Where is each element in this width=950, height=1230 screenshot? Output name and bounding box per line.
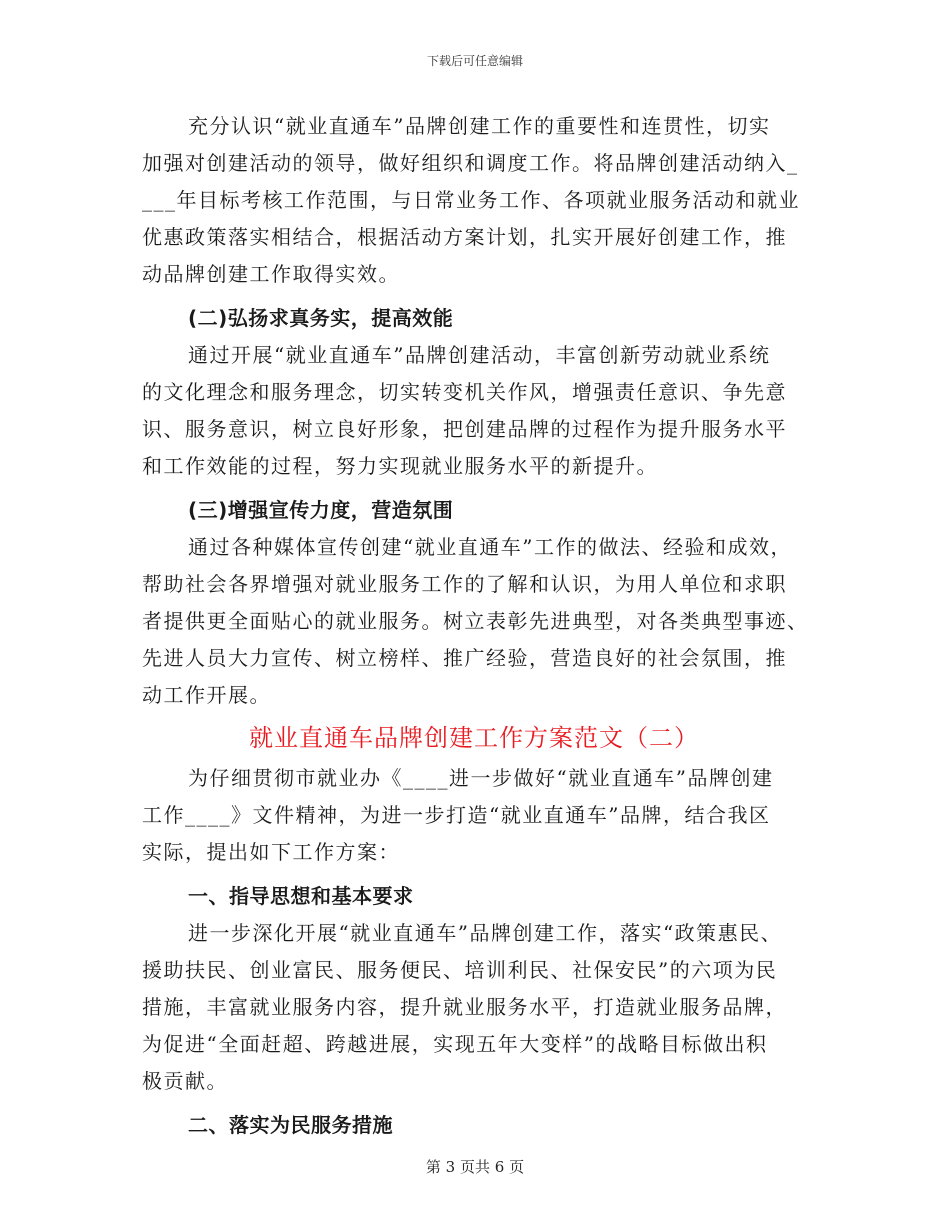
text-line: 极贡献。 xyxy=(142,1069,228,1093)
text-line: 进一步深化开展“就业直通车”品牌创建工作，落实“政策惠民、 xyxy=(188,921,783,945)
text-line: 和工作效能的过程，努力实现就业服务水平的新提升。 xyxy=(142,454,658,478)
section-heading: 一、指导思想和基本要求 xyxy=(188,884,414,908)
text-line: 动工作开展。 xyxy=(142,683,271,707)
section-heading: (三)增强宣传力度，营造氛围 xyxy=(188,498,454,522)
document-body xyxy=(142,108,809,1144)
text-line: 帮助社会各界增强对就业服务工作的了解和认识，为用人单位和求职 xyxy=(142,572,787,596)
paragraph xyxy=(142,915,806,1100)
text-line: 实际，提出如下工作方案： xyxy=(142,840,400,864)
text-line: 加强对创建活动的领导，做好组织和调度工作。将品牌创建活动纳入_ xyxy=(142,151,799,175)
text-line: 识、服务意识，树立良好形象，把创建品牌的过程作为提升服务水平 xyxy=(142,417,787,441)
text-line: ___年目标考核工作范围，与日常业务工作、各项就业服务活动和就业 xyxy=(142,188,800,212)
page-footer: 第 3 页共 6 页 xyxy=(425,1158,525,1176)
text-line: 为促进“全面赶超、跨越进展，实现五年大变样”的战略目标做出积 xyxy=(142,1032,768,1056)
paragraph xyxy=(142,529,809,714)
text-line: 措施，丰富就业服务内容，提升就业服务水平，打造就业服务品牌， xyxy=(142,995,787,1019)
paragraph xyxy=(142,337,806,485)
text-line: 援助扶民、创业富民、服务便民、培训利民、社保安民”的六项为民 xyxy=(142,958,778,982)
text-line: 通过开展“就业直通车”品牌创建活动，丰富创新劳动就业系统 xyxy=(188,343,771,367)
text-line: 动品牌创建工作取得实效。 xyxy=(142,262,400,286)
text-line: 充分认识“就业直通车”品牌创建工作的重要性和连贯性，切实 xyxy=(188,114,771,138)
section-heading: (二)弘扬求真务实，提高效能 xyxy=(188,306,454,330)
page-header: 下载后可任意编辑 xyxy=(426,54,523,68)
text-line: 先进人员大力宣传、树立榜样、推广经验，营造良好的社会氛围，推 xyxy=(142,646,787,670)
text-line: 通过各种媒体宣传创建“就业直通车”工作的做法、经验和成效， xyxy=(188,535,792,559)
paragraph xyxy=(142,108,806,293)
paragraph xyxy=(142,760,806,871)
text-line: 优惠政策落实相结合，根据活动方案计划，扎实开展好创建工作，推 xyxy=(142,225,787,249)
text-line: 的文化理念和服务理念，切实转变机关作风，增强责任意识、争先意 xyxy=(142,380,787,404)
text-line: 为仔细贯彻市就业办《____进一步做好“就业直通车”品牌创建 xyxy=(188,766,774,790)
section-heading: 二、落实为民服务措施 xyxy=(188,1113,393,1137)
text-line: 者提供更全面贴心的就业服务。树立表彰先进典型，对各类典型事迹、 xyxy=(142,609,809,633)
document-title: 就业直通车品牌创建工作方案范文（二） xyxy=(249,724,699,752)
text-line: 工作____》文件精神，为进一步打造“就业直通车”品牌，结合我区 xyxy=(142,803,771,827)
